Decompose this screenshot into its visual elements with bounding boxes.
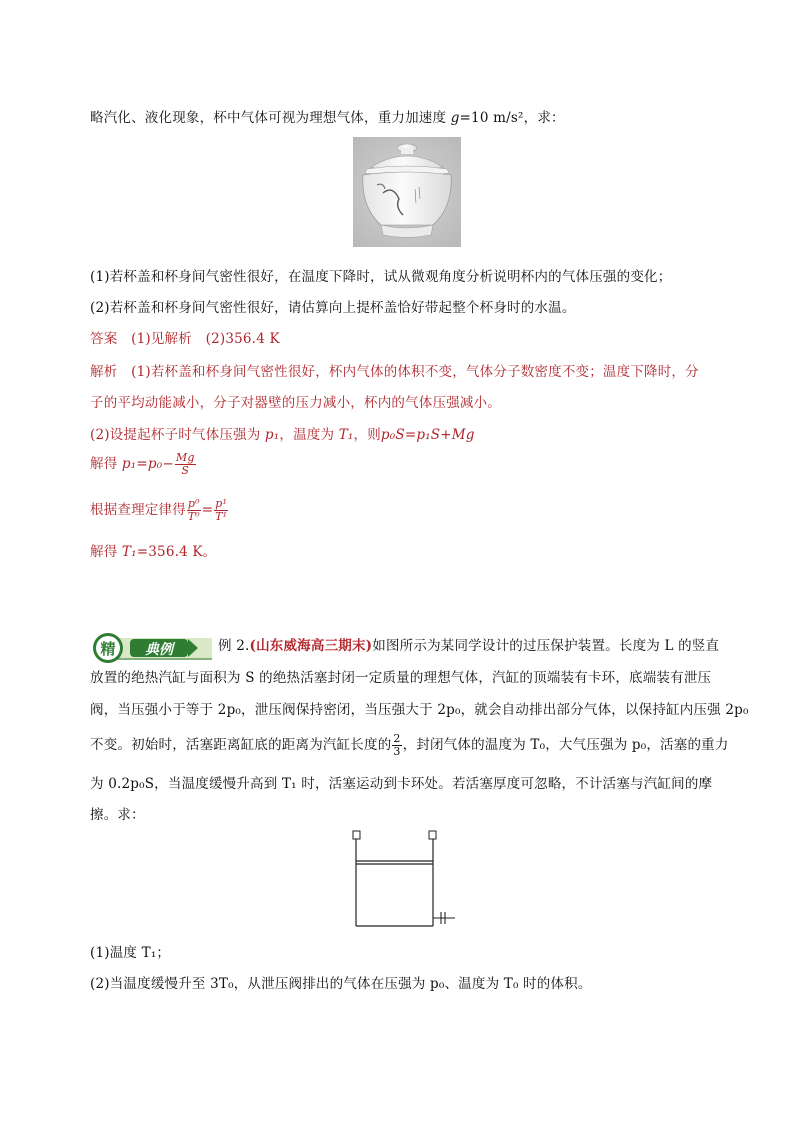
- example-text-4b: ，封闭气体的温度为 T₀，大气压强为 p₀，活塞的重力: [402, 737, 729, 753]
- g-value: =10 m/s²，求：: [459, 110, 565, 126]
- fraction-numerator: Mg: [175, 451, 195, 464]
- example2-line3: 阀，当压强小于等于 2p₀，泄压阀保持密闭，当压强大于 2p₀，就会自动排出部分气体，以保持缸内压强 2p₀: [90, 702, 749, 718]
- intro-text: 略汽化、液化现象，杯中气体可视为理想气体，重力加速度: [90, 110, 451, 126]
- example-header-badge: [90, 630, 214, 664]
- example2-line5: 为 0.2p₀S，当温度缓慢升高到 T₁ 时，活塞运动到卡环处。若活塞厚度可忽略，不计活塞与汽缸间的摩: [90, 776, 713, 792]
- analysis-line2: 子的平均动能减小，分子对器壁的压力减小，杯内的气体压强减小。: [90, 395, 501, 411]
- example2-line1: [218, 634, 719, 654]
- fraction-p0-over-t0: [187, 498, 201, 523]
- example2-line4: [90, 733, 729, 758]
- analysis-text-1: (1)若杯盖和杯身间气密性很好，杯内气体的体积不变，气体分子数密度不变；温度下降时，分: [131, 364, 699, 380]
- badge-label: 典例: [145, 642, 173, 658]
- answer-label: 答案: [90, 331, 118, 347]
- example2-line2: 放置的绝热汽缸与面积为 S 的绝热活塞封闭一定质量的理想气体，汽缸的顶端装有卡环，底端装有泄压: [90, 670, 712, 686]
- symbol-p0S: p₀S: [380, 427, 405, 443]
- pressure-relief-valve: [433, 912, 455, 924]
- answer-text: (1)见解析 (2)356.4 K: [131, 331, 280, 347]
- symbol-p1: p₁: [121, 456, 137, 472]
- solve1-label: 解得: [90, 456, 122, 472]
- example-label: 例 2.: [218, 638, 250, 654]
- example-source: (山东威海高三期末): [249, 638, 373, 654]
- example-text-4a: 不变。初始时，活塞距离缸底的距离为汽缸长度的: [90, 737, 392, 753]
- fraction-mg-over-s: [175, 452, 196, 477]
- fraction-denominator: T⁰: [187, 510, 200, 523]
- snap-ring-left: [353, 831, 360, 839]
- cylinder-diagram: [340, 826, 470, 932]
- problem1-q2: (2)若杯盖和杯身间气密性很好，请估算向上提杯盖恰好带起整个杯身时的水温。: [90, 300, 576, 316]
- charles-law-line: 根据查理定律得 $\frac{\text{p⁰}}{\text{T⁰}}$ = $\frac{\text{p¹}}{\text{T¹}}$: [90, 497, 228, 523]
- solve-line2: [90, 540, 216, 560]
- answer-line: [90, 327, 280, 347]
- example-text-1: 如图所示为某同学设计的过压保护装置。长度为 L 的竖直: [372, 638, 720, 654]
- fraction-denominator: T¹: [215, 510, 228, 523]
- fraction-p1-over-t1: [214, 498, 228, 523]
- fraction-denominator: 3: [393, 745, 401, 758]
- example2-q2: (2)当温度缓慢升至 3T₀，从泄压阀排出的气体在压强为 p₀、温度为 T₀ 时的体积。: [90, 976, 592, 992]
- teacup-image: [353, 137, 461, 247]
- analysis-text-3b: ，温度为: [279, 427, 339, 443]
- analysis-label: 解析: [90, 364, 118, 380]
- badge-char: 精: [100, 640, 116, 658]
- analysis-text-3c: ，则: [353, 427, 381, 443]
- equation-1: =p₁S+Mg: [404, 427, 475, 443]
- analysis-line1: [90, 360, 699, 380]
- fraction-numerator: p¹: [215, 497, 228, 510]
- example2-q1: (1)温度 T₁；: [90, 945, 171, 961]
- solve2-equation: =356.4 K。: [136, 544, 217, 560]
- problem1-intro: [90, 106, 565, 126]
- analysis-text-3a: (2)设提起杯子时气体压强为: [90, 427, 265, 443]
- charles-label: 根据查理定律得: [90, 502, 186, 518]
- fraction-numerator: 2: [393, 732, 401, 745]
- solve1-equation: =p₀−: [136, 456, 174, 472]
- problem1-q1: (1)若杯盖和杯身间气密性很好，在温度下降时，试从微观角度分析说明杯内的气体压强的变化；: [90, 269, 672, 285]
- g-symbol: g: [450, 110, 460, 126]
- snap-ring-right: [429, 831, 436, 839]
- analysis-line3: [90, 423, 475, 443]
- solve2-label: 解得: [90, 544, 122, 560]
- piston: [356, 861, 433, 864]
- symbol-T1: T₁: [121, 544, 137, 560]
- fraction-denominator: S: [181, 464, 190, 477]
- fraction-numerator: p⁰: [187, 497, 200, 510]
- example2-line6: 擦。求：: [90, 807, 145, 823]
- symbol-p1: p₁: [264, 427, 280, 443]
- fraction-two-thirds: [392, 733, 401, 758]
- symbol-T1: T₁: [338, 427, 354, 443]
- solve-line1: [90, 452, 197, 477]
